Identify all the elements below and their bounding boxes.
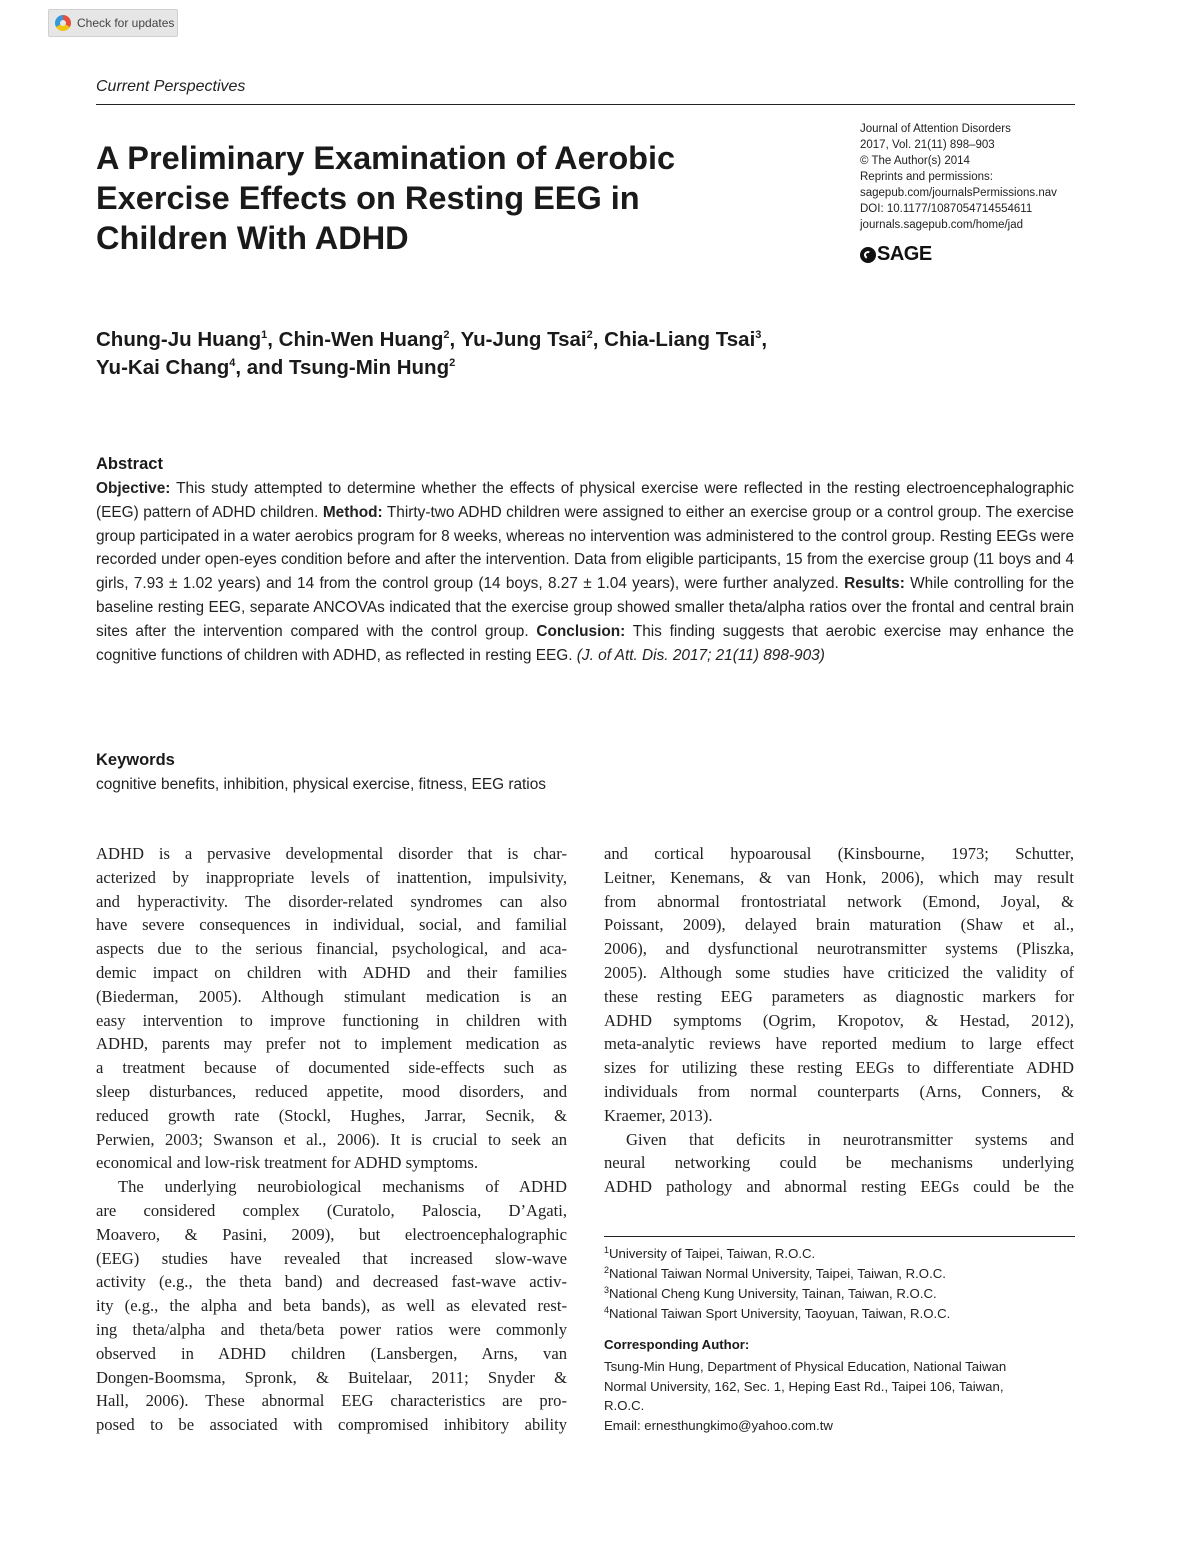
footnote-divider: [604, 1236, 1075, 1237]
body-line: meta-analytic reviews have reported medium to large effect: [604, 1034, 1074, 1054]
affiliation-ref: 2: [443, 329, 450, 341]
author-name: Tsung-Min Hung: [288, 356, 450, 379]
affiliation-ref: 2: [586, 329, 593, 341]
author-name: Chia-Liang Tsai: [604, 328, 756, 351]
body-line: observed in ADHD children (Lansbergen, Arns, van: [96, 1343, 567, 1363]
affiliation-text: National Cheng Kung University, Tainan, Taiwan, R.O.C.: [609, 1286, 937, 1301]
results-label: Results:: [844, 575, 905, 593]
affiliation-ref: 4: [229, 357, 236, 369]
author-separator: ,: [592, 328, 605, 351]
header-divider: [96, 104, 1075, 105]
reprints-label: Reprints and permissions:: [860, 171, 993, 183]
body-line: these resting EEG parameters as diagnostic markers for: [604, 986, 1074, 1006]
body-column-right: [604, 842, 1074, 1199]
body-line: Hall, 2006). These abnormal EEG characteristics are pro-: [96, 1391, 567, 1411]
conclusion-label: Conclusion:: [536, 622, 626, 640]
conclusion-text: This finding suggests that aerobic exercise may enhance the cognitive functions of children with ADHD, as reflected in resting EEG.: [96, 622, 1074, 664]
affiliation-number: 3: [604, 1285, 610, 1295]
body-line: have severe consequences in individual, social, and familial: [96, 915, 567, 935]
body-line: and cortical hypoarousal (Kinsbourne, 1973; Schutter,: [604, 844, 1074, 863]
journal-info: [860, 121, 1100, 233]
body-line: activity (e.g., the theta band) and decreased fast-wave activ-: [96, 1272, 567, 1292]
body-line: ADHD pathology and abnormal resting EEGs could be the: [604, 1177, 1074, 1197]
body-line: neural networking could be mechanisms underlying: [604, 1153, 1074, 1173]
body-line: Given that deficits in neurotransmitter systems and: [626, 1129, 1074, 1149]
affiliation-text: University of Taipei, Taiwan, R.O.C.: [609, 1246, 816, 1261]
corresponding-line: R.O.C.: [604, 1398, 645, 1413]
objective-text: This study attempted to determine whether the effects of physical exercise were reflected in the resting electroencephalographic (EEG) pattern of ADHD children.: [96, 480, 1074, 521]
author-line: [96, 326, 1096, 354]
affiliation-number: 1: [604, 1245, 610, 1255]
corresponding-email[interactable]: Email: ernesthungkimo@yahoo.com.tw: [604, 1417, 833, 1433]
body-line: Kraemer, 2013).: [604, 1105, 713, 1125]
affiliation-ref: 2: [449, 357, 456, 369]
body-line: ing theta/alpha and theta/beta power ratios were commonly: [96, 1319, 567, 1339]
corresponding-author-heading: Corresponding Author:: [604, 1337, 750, 1352]
affiliation-number: 4: [604, 1305, 610, 1315]
body-line: posed to be associated with compromised inhibitory ability: [96, 1415, 567, 1435]
author-name: Chin-Wen Huang: [278, 328, 444, 351]
body-line: reduced growth rate (Stockl, Hughes, Jarrar, Secnik, &: [96, 1105, 567, 1125]
body-line: and hyperactivity. The disorder-related syndromes can also: [96, 891, 567, 911]
objective-label: Objective:: [96, 480, 171, 497]
body-line: sizes for utilizing these resting EEGs to differentiate ADHD: [604, 1058, 1074, 1078]
body-line: ADHD is a pervasive developmental disorder that is char-: [96, 844, 567, 863]
body-line: easy intervention to improve functioning in children with: [96, 1010, 567, 1030]
author-name: Chung-Ju Huang: [96, 328, 262, 351]
body-line: demic impact on children with ADHD and their families: [96, 962, 567, 982]
abstract-heading: Abstract: [96, 455, 163, 473]
corresponding-line: Normal University, 162, Sec. 1, Heping East Rd., Taipei 106, Taiwan,: [604, 1378, 1004, 1394]
affiliation-text: National Taiwan Sport University, Taoyuan, Taiwan, R.O.C.: [609, 1306, 951, 1321]
sage-logo-icon: [860, 247, 876, 263]
body-line: a treatment because of documented side-effects such as: [96, 1058, 567, 1078]
body-line: (EEG) studies have revealed that increased slow-wave: [96, 1248, 567, 1268]
method-text: Thirty-two ADHD children were assigned to either an exercise group or a control group. The exercise group participated in a water aerobics program for 8 weeks, whereas no intervention was administered to the control group. Resting EEGs were recorded under open-eyes condition before and after the intervention. Data from eligible participants, 15 from the exercise group (11 boys and 4 girls, 7.93 ± 1.02 years) and 14 from the control group (14 boys, 8.27 ± 1.04 years), were further analyzed.: [96, 503, 1074, 593]
body-line: sleep disturbances, reduced appetite, mood disorders, and: [96, 1081, 567, 1101]
check-for-updates-label: Check for updates: [77, 16, 175, 30]
body-line: Moavero, & Pasini, 2009), but electroencephalographic: [96, 1224, 567, 1244]
affiliation-number: 2: [604, 1265, 610, 1275]
body-line: economical and low-risk treatment for ADHD symptoms.: [96, 1153, 479, 1173]
corresponding-author-details: [604, 1357, 1064, 1435]
doi-link[interactable]: DOI: 10.1177/1087054714554611: [860, 203, 1033, 215]
author-separator: ,: [761, 328, 768, 351]
body-line: are considered complex (Curatolo, Paloscia, D’Agati,: [96, 1200, 567, 1220]
body-line: The underlying neurobiological mechanisms of ADHD: [118, 1177, 567, 1197]
sage-logo-text: SAGE: [877, 243, 932, 265]
author-separator: ,: [449, 328, 461, 351]
body-line: Poissant, 2009), delayed brain maturation (Shaw et al.,: [604, 915, 1074, 935]
author-name: Yu-Kai Chang: [96, 356, 230, 379]
check-for-updates-button[interactable]: [48, 9, 178, 37]
affiliations: [604, 1244, 950, 1324]
author-line: [96, 354, 1096, 382]
abstract-text: [96, 477, 1074, 667]
method-label: Method:: [322, 503, 383, 521]
body-line: aspects due to the serious financial, psychological, and aca-: [96, 939, 567, 959]
affiliation-text: National Taiwan Normal University, Taipei, Taiwan, R.O.C.: [609, 1266, 946, 1281]
corresponding-line: Tsung-Min Hung, Department of Physical Education, National Taiwan: [604, 1359, 1007, 1374]
title-line: Children With ADHD: [96, 220, 409, 256]
body-line: (Biederman, 2005). Although stimulant medication is an: [96, 986, 567, 1006]
author-name: Yu-Jung Tsai: [460, 328, 587, 351]
body-line: ity (e.g., the alpha and beta bands), as well as elevated rest-: [96, 1296, 567, 1316]
body-line: individuals from normal counterparts (Arns, Conners, &: [604, 1081, 1074, 1101]
journal-homepage-link[interactable]: journals.sagepub.com/home/jad: [860, 219, 1024, 231]
body-line: ADHD, parents may prefer not to implement medication as: [96, 1034, 567, 1054]
article-title: [96, 138, 796, 258]
affiliation-item: [604, 1284, 950, 1304]
body-line: Leitner, Kenemans, & van Honk, 2006), which may result: [604, 867, 1074, 887]
affiliation-item: [604, 1244, 950, 1264]
affiliation-item: [604, 1264, 950, 1284]
body-line: from abnormal frontostriatal network (Emond, Joyal, &: [604, 891, 1074, 911]
body-line: 2005). Although some studies have criticized the validity of: [604, 962, 1074, 982]
abstract-citation: (J. of Att. Dis. 2017; 21(11) 898-903): [576, 646, 825, 664]
body-line: 2006), and dysfunctional neurotransmitter systems (Pliszka,: [604, 939, 1074, 959]
affiliation-ref: 1: [261, 329, 268, 341]
title-line: Exercise Effects on Resting EEG in: [96, 180, 640, 216]
copyright: © The Author(s) 2014: [860, 155, 970, 167]
body-column-left: [96, 842, 567, 1437]
body-line: Perwien, 2003; Swanson et al., 2006). It is crucial to seek an: [96, 1129, 567, 1149]
sage-logo: [860, 243, 932, 266]
author-separator: ,: [267, 328, 279, 351]
journal-name: Journal of Attention Disorders: [860, 123, 1011, 135]
permissions-link[interactable]: sagepub.com/journalsPermissions.nav: [860, 187, 1057, 199]
keywords-text: cognitive benefits, inhibition, physical exercise, fitness, EEG ratios: [96, 776, 546, 793]
results-text: While controlling for the baseline resting EEG, separate ANCOVAs indicated that the exercise group showed smaller theta/alpha ratios over the frontal and central brain sites after the intervention compared with the control group.: [96, 575, 1074, 640]
body-line: acterized by inappropriate levels of inattention, impulsivity,: [96, 867, 567, 887]
affiliation-ref: 3: [755, 329, 762, 341]
title-line: A Preliminary Examination of Aerobic: [96, 140, 676, 176]
affiliation-item: [604, 1304, 950, 1324]
crossmark-icon: [55, 15, 71, 31]
journal-volume: 2017, Vol. 21(11) 898–903: [860, 139, 995, 151]
author-list: [96, 326, 1096, 382]
section-label: Current Perspectives: [96, 78, 246, 95]
body-line: Dongen-Boomsma, Spronk, & Buitelaar, 2011; Snyder &: [96, 1367, 567, 1387]
body-line: ADHD symptoms (Ogrim, Kropotov, & Hestad, 2012),: [604, 1010, 1074, 1030]
author-separator: , and: [235, 356, 289, 379]
keywords-heading: Keywords: [96, 751, 175, 769]
